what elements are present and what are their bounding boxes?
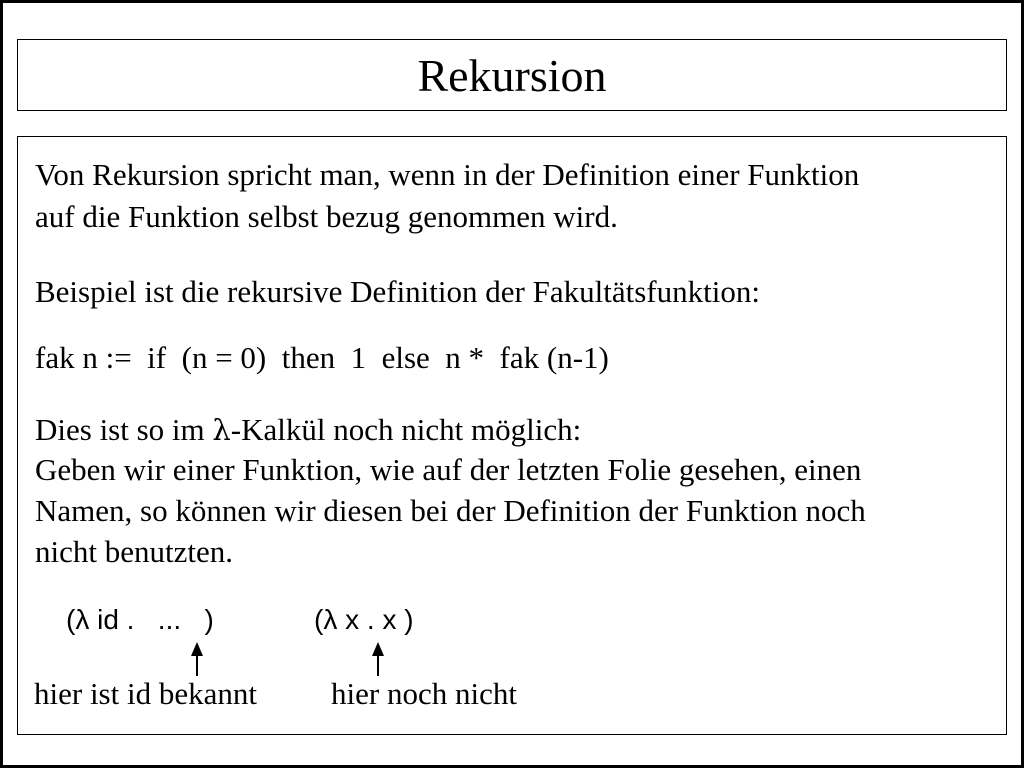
slide-title: Rekursion	[417, 50, 607, 101]
paragraph-2: Beispiel ist die rekursive Definition der Fakultätsfunktion:	[35, 274, 760, 309]
content-box	[17, 136, 1007, 735]
paragraph-1-line-2: auf die Funktion selbst bezug genommen wird.	[35, 199, 618, 234]
annotation-left: hier ist id bekannt	[34, 676, 257, 711]
title-box	[17, 39, 1007, 111]
paragraph-3-line-3: Namen, so können wir diesen bei der Definition der Funktion noch	[35, 493, 866, 528]
paragraph-3-line-4: nicht benutzten.	[35, 534, 233, 569]
paragraph-3-line-2: Geben wir einer Funktion, wie auf der letzten Folie gesehen, einen	[35, 452, 862, 487]
paragraph-3-line-1-before: Dies ist so im	[35, 412, 213, 447]
paragraph-3-line-1	[35, 409, 581, 451]
arrow-up-icon	[371, 642, 385, 676]
arrow-up-icon	[190, 642, 204, 676]
lambda-symbol: λ	[212, 413, 231, 447]
paragraph-1-line-1: Von Rekursion spricht man, wenn in der Definition einer Funktion	[35, 157, 860, 192]
lambda-expression-right: (λ x . x )	[314, 604, 414, 635]
paragraph-3-line-1-after: -Kalkül noch nicht möglich:	[230, 412, 582, 447]
annotation-right: hier noch nicht	[331, 676, 517, 711]
lambda-expression-left: (λ id . ... )	[66, 604, 214, 635]
code-definition: fak n := if (n = 0) then 1 else n * fak (n-1)	[35, 340, 609, 375]
